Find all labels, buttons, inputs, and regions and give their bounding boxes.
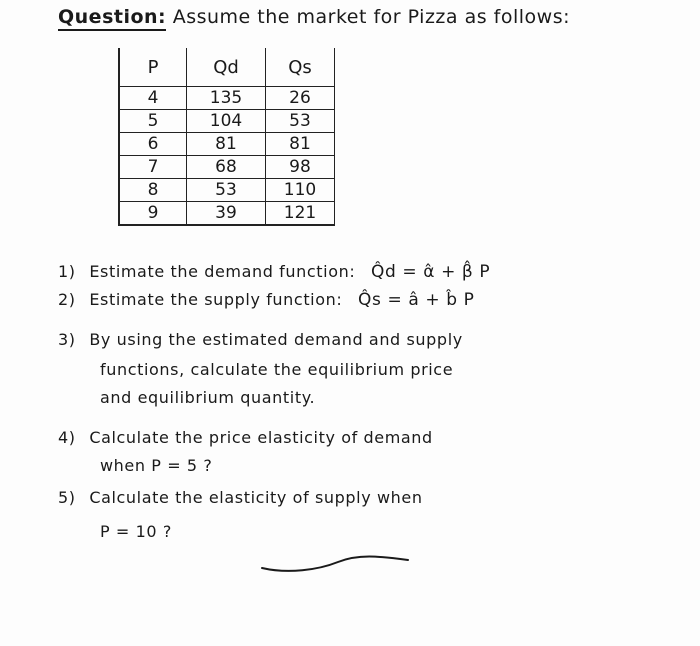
question-number: 4) bbox=[58, 428, 76, 447]
question-text: Estimate the supply function: bbox=[89, 290, 343, 309]
table-row bbox=[119, 202, 335, 226]
cell-price: 4 bbox=[119, 87, 187, 110]
cell-qd: 39 bbox=[187, 202, 266, 226]
header-quantity-supplied: Qs bbox=[266, 48, 335, 87]
cell-price: 5 bbox=[119, 110, 187, 133]
header-quantity-demanded: Qd bbox=[187, 48, 266, 87]
cell-qd: 68 bbox=[187, 156, 266, 179]
cell-qd: 53 bbox=[187, 179, 266, 202]
supply-formula: Q̂s = â + b̂ P bbox=[358, 290, 475, 310]
cell-qs: 121 bbox=[266, 202, 335, 226]
table-row bbox=[119, 133, 335, 156]
question-4-continued bbox=[100, 456, 212, 475]
table-row bbox=[119, 156, 335, 179]
cell-qd: 135 bbox=[187, 87, 266, 110]
question-text: P = 10 ? bbox=[100, 522, 172, 541]
question-text: functions, calculate the equilibrium price bbox=[100, 360, 454, 379]
cell-qs: 26 bbox=[266, 87, 335, 110]
cell-qs: 110 bbox=[266, 179, 335, 202]
cell-price: 8 bbox=[119, 179, 187, 202]
pen-stroke-squiggle bbox=[258, 548, 418, 578]
table-row bbox=[119, 179, 335, 202]
question-2 bbox=[58, 290, 474, 310]
question-5-continued bbox=[100, 522, 172, 541]
cell-qd: 81 bbox=[187, 133, 266, 156]
cell-qd: 104 bbox=[187, 110, 266, 133]
question-text: when P = 5 ? bbox=[100, 456, 213, 475]
table-row bbox=[119, 110, 335, 133]
cell-qs: 81 bbox=[266, 133, 335, 156]
table-row bbox=[119, 87, 335, 110]
question-3-continued bbox=[100, 360, 453, 379]
table-header-row bbox=[119, 48, 335, 87]
question-intro-text: Assume the market for Pizza as follows: bbox=[172, 6, 570, 28]
question-3 bbox=[58, 330, 463, 349]
question-number: 1) bbox=[58, 262, 76, 281]
header-price: P bbox=[119, 48, 187, 87]
question-heading bbox=[58, 6, 570, 28]
question-text: By using the estimated demand and supply bbox=[89, 330, 463, 349]
price-quantity-table bbox=[118, 48, 335, 226]
question-4 bbox=[58, 428, 433, 447]
question-number: 2) bbox=[58, 290, 76, 309]
question-label: Question: bbox=[58, 6, 166, 31]
question-text: Calculate the elasticity of supply when bbox=[89, 488, 423, 507]
cell-price: 6 bbox=[119, 133, 187, 156]
demand-formula: Q̂d = α̂ + β̂ P bbox=[371, 262, 491, 282]
question-text: and equilibrium quantity. bbox=[100, 388, 316, 407]
question-number: 5) bbox=[58, 488, 76, 507]
cell-price: 7 bbox=[119, 156, 187, 179]
cell-qs: 53 bbox=[266, 110, 335, 133]
question-text: Estimate the demand function: bbox=[89, 262, 356, 281]
cell-qs: 98 bbox=[266, 156, 335, 179]
question-text: Calculate the price elasticity of demand bbox=[89, 428, 433, 447]
cell-price: 9 bbox=[119, 202, 187, 226]
question-1 bbox=[58, 262, 490, 282]
question-3-continued bbox=[100, 388, 315, 407]
question-number: 3) bbox=[58, 330, 76, 349]
question-5 bbox=[58, 488, 423, 507]
